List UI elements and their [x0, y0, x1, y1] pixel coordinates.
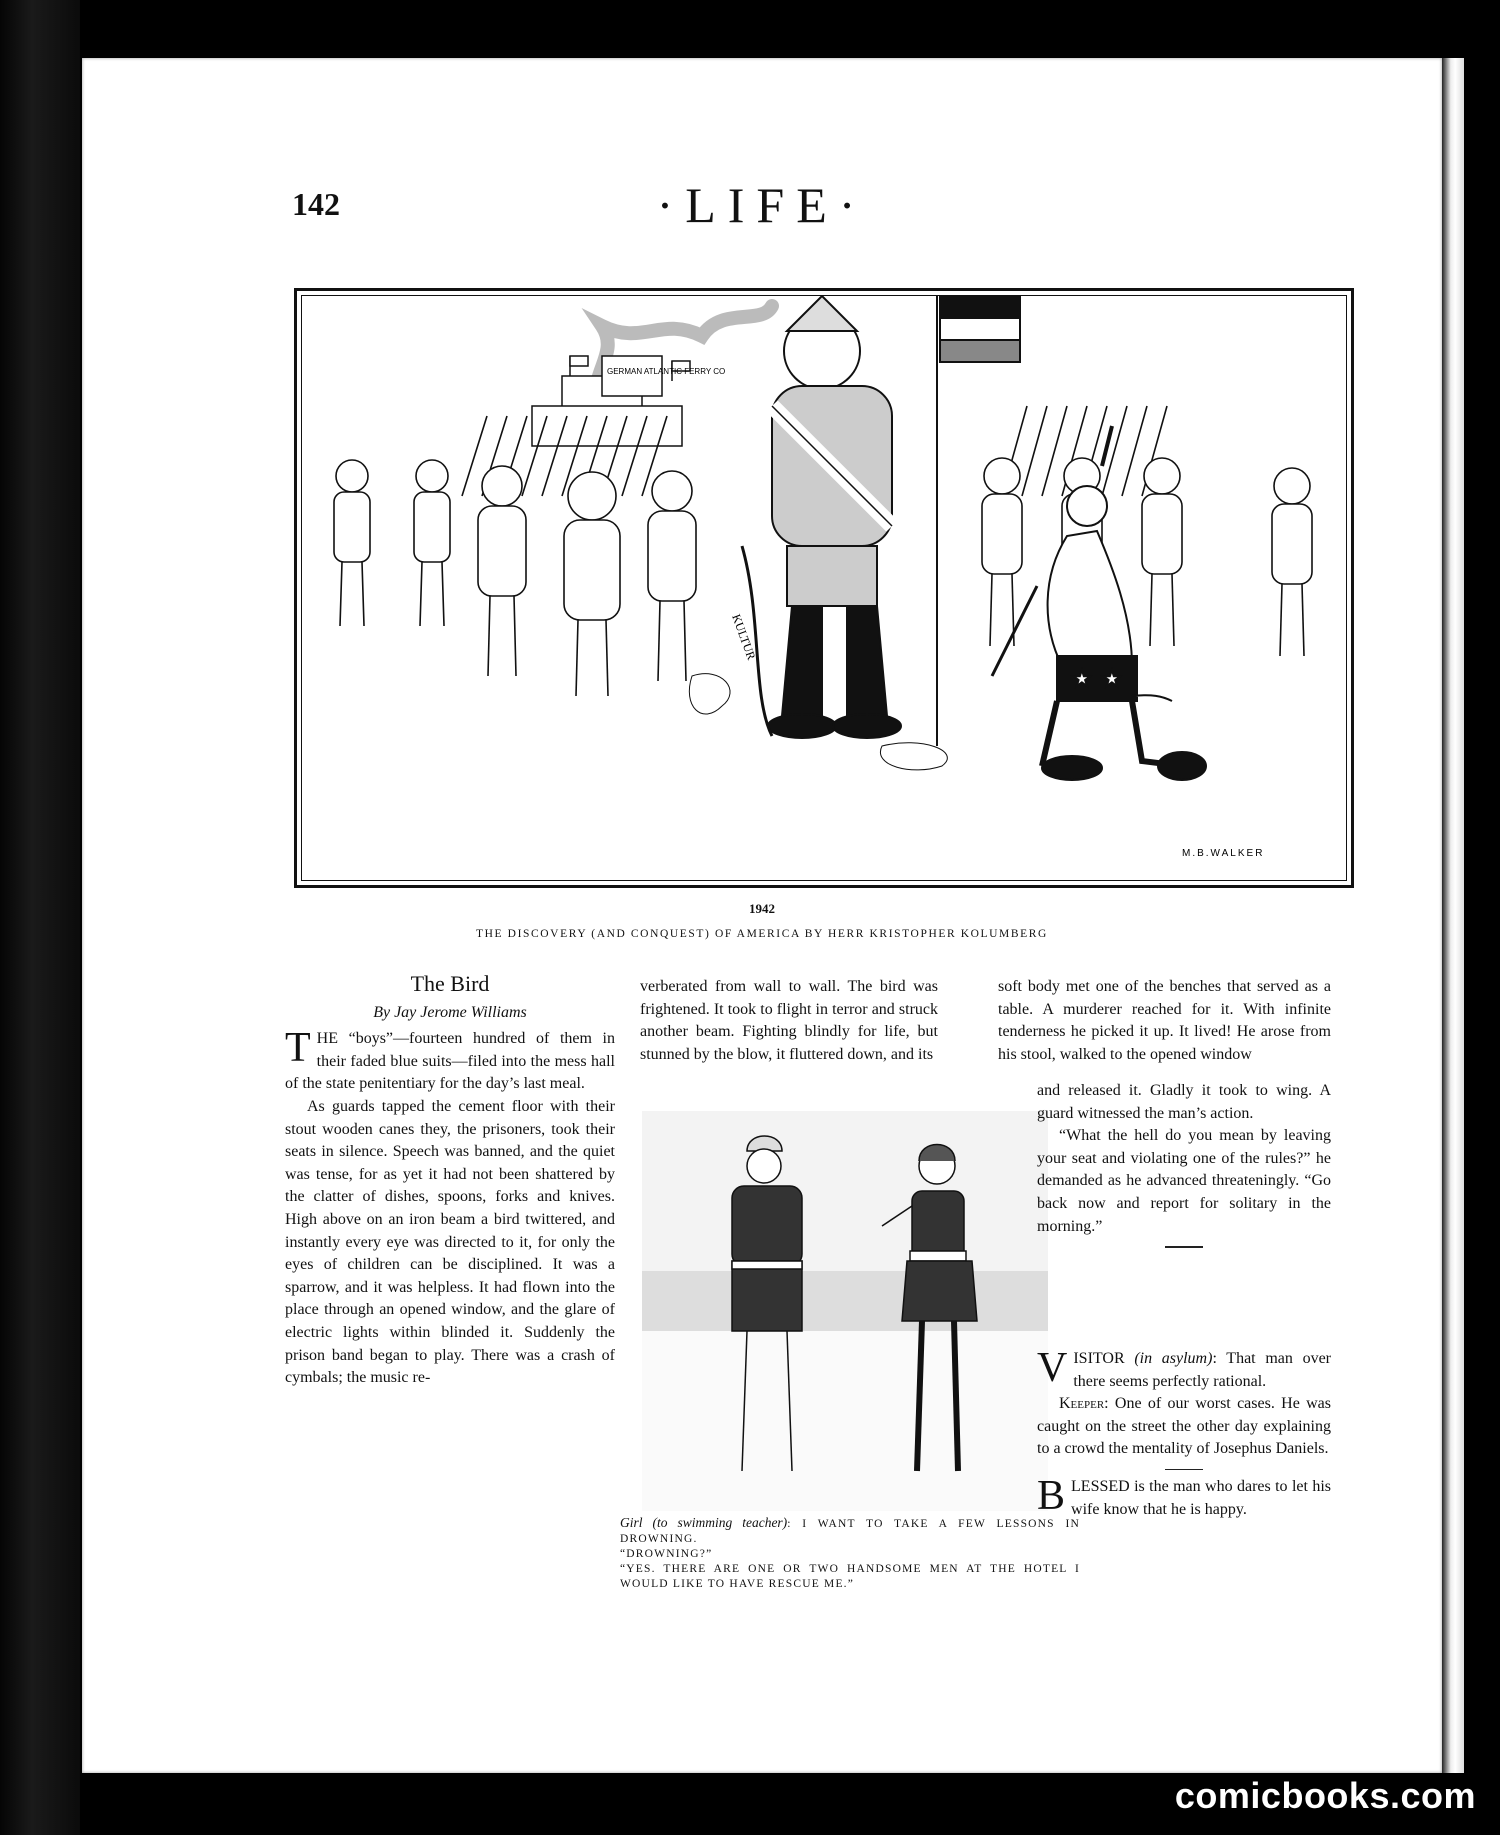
article-title: The Bird: [410, 971, 490, 996]
article-column-2: [640, 976, 938, 1066]
drop-cap: T: [285, 1025, 311, 1072]
joke-visitor: [1037, 1345, 1332, 1393]
swimming-photo: [642, 1111, 1048, 1511]
kaiser-figure: [742, 296, 901, 738]
joke-blessed: [1037, 1473, 1331, 1521]
article-paragraph-continued-3: and released it. Gladly it took to wing. A guard witnessed the man’s action.: [1037, 1082, 1331, 1122]
cartoon-frame: [294, 288, 1354, 888]
joke-speaker: ISITOR: [1073, 1350, 1125, 1367]
caption-speaker: Girl (to swimming teacher): [620, 1515, 788, 1530]
site-watermark: comicbooks.com: [1174, 1775, 1476, 1816]
caption-line-3: “YES. THERE ARE ONE OR TWO HANDSOME MEN AT THE HOTEL I WOULD LIKE TO HAVE RESCUE ME.”: [620, 1563, 1080, 1590]
caption-line-1: : I WANT TO TAKE A FEW LESSONS IN DROWNING.: [620, 1518, 1080, 1545]
joke-line: : That man over there seems perfectly rational.: [1073, 1350, 1332, 1390]
article-paragraph-3: “What the hell do you mean by leaving your seat and violating one of the rules?” he demanded as he advanced threateningly. “Go back now and report for solitary in the morning.”: [1037, 1127, 1331, 1235]
ferry-sign: GERMAN ATLANTIC FERRY CO: [607, 367, 726, 376]
article-paragraph-continued: verberated from wall to wall. The bird was frightened. It took to flight in terror and struck another beam. Fighting blindly for life, but stunned by the blow, it fluttered down, and its: [640, 978, 938, 1063]
section-rule: [1165, 1246, 1203, 1248]
drop-cap: B: [1037, 1473, 1066, 1520]
cartoon-drawing: [302, 296, 1346, 880]
section-rule: [1165, 1469, 1203, 1471]
page-number: 142: [292, 186, 340, 222]
artist-signature: M.B.WALKER: [1182, 848, 1265, 859]
magazine-page: [82, 58, 1442, 1773]
scan-left-edge: [0, 0, 80, 1835]
article-paragraph-2: As guards tapped the cement floor with their stout wooden canes they, the prisoners, took their seats in silence. Speech was banned, and the quiet was tense, for as yet it had not been shattered by the clatter of dishes, spoons, forks and knives. High above on an iron beam a bird twittered, and instantly every eye was directed to it, for only the eyes of children can be disciplined. It was a sparrow, and it was helpless. It had flown into the place through an opened window, and the glare of electric lights within blinded it. Suddenly the prison band began to play. There was a crash of cymbals; the music re-: [285, 1097, 615, 1387]
cartoon-caption: THE DISCOVERY (AND CONQUEST) OF AMERICA BY HERR KRISTOPHER KOLUMBERG: [476, 928, 1048, 940]
star-icon: ★: [1072, 666, 1092, 691]
article-byline: By Jay Jerome Williams: [373, 1003, 527, 1021]
keeper-line: : One of our worst cases. He was caught on the street the other day explaining to a crowd the mentality of Josephus Daniels.: [1037, 1395, 1331, 1458]
keeper-label: Keeper: [1059, 1395, 1105, 1413]
masthead: ·LIFE·: [656, 177, 868, 233]
drop-cap: V: [1037, 1345, 1068, 1391]
sword-label: KULTUR: [729, 612, 759, 662]
joke-keeper: [1037, 1393, 1331, 1461]
paragraph-text: HE “boys”—fourteen hundred of them in their faded blue suits—filed into the mess hall of the state penitentiary for the day’s last meal.: [285, 1030, 615, 1093]
jokes-column: [1037, 1345, 1332, 1522]
scan-right-edge: [1442, 58, 1464, 1773]
article-paragraph-1: [285, 1025, 615, 1096]
caption-line-2: “DROWNING?”: [620, 1548, 713, 1560]
article-paragraph-continued-2: soft body met one of the benches that served as a table. A murderer reached for it. With infinite tenderness he picked it up. It lived! He arose from his stool, walked to the opened window: [998, 978, 1331, 1063]
article-column-3-lower: [1037, 1080, 1331, 1254]
swimming-illustration: [642, 1111, 1048, 1511]
cartoon-year: 1942: [749, 901, 775, 916]
joke-text: LESSED is the man who dares to let his wife know that he is happy.: [1071, 1478, 1331, 1519]
star-icon: ★: [1102, 666, 1122, 691]
cartoon-illustration: [301, 295, 1347, 881]
article-column-1: [285, 973, 615, 1390]
joke-aside: (in asylum): [1134, 1350, 1213, 1367]
article-column-3: [998, 976, 1331, 1066]
photo-caption: [620, 1515, 1080, 1592]
